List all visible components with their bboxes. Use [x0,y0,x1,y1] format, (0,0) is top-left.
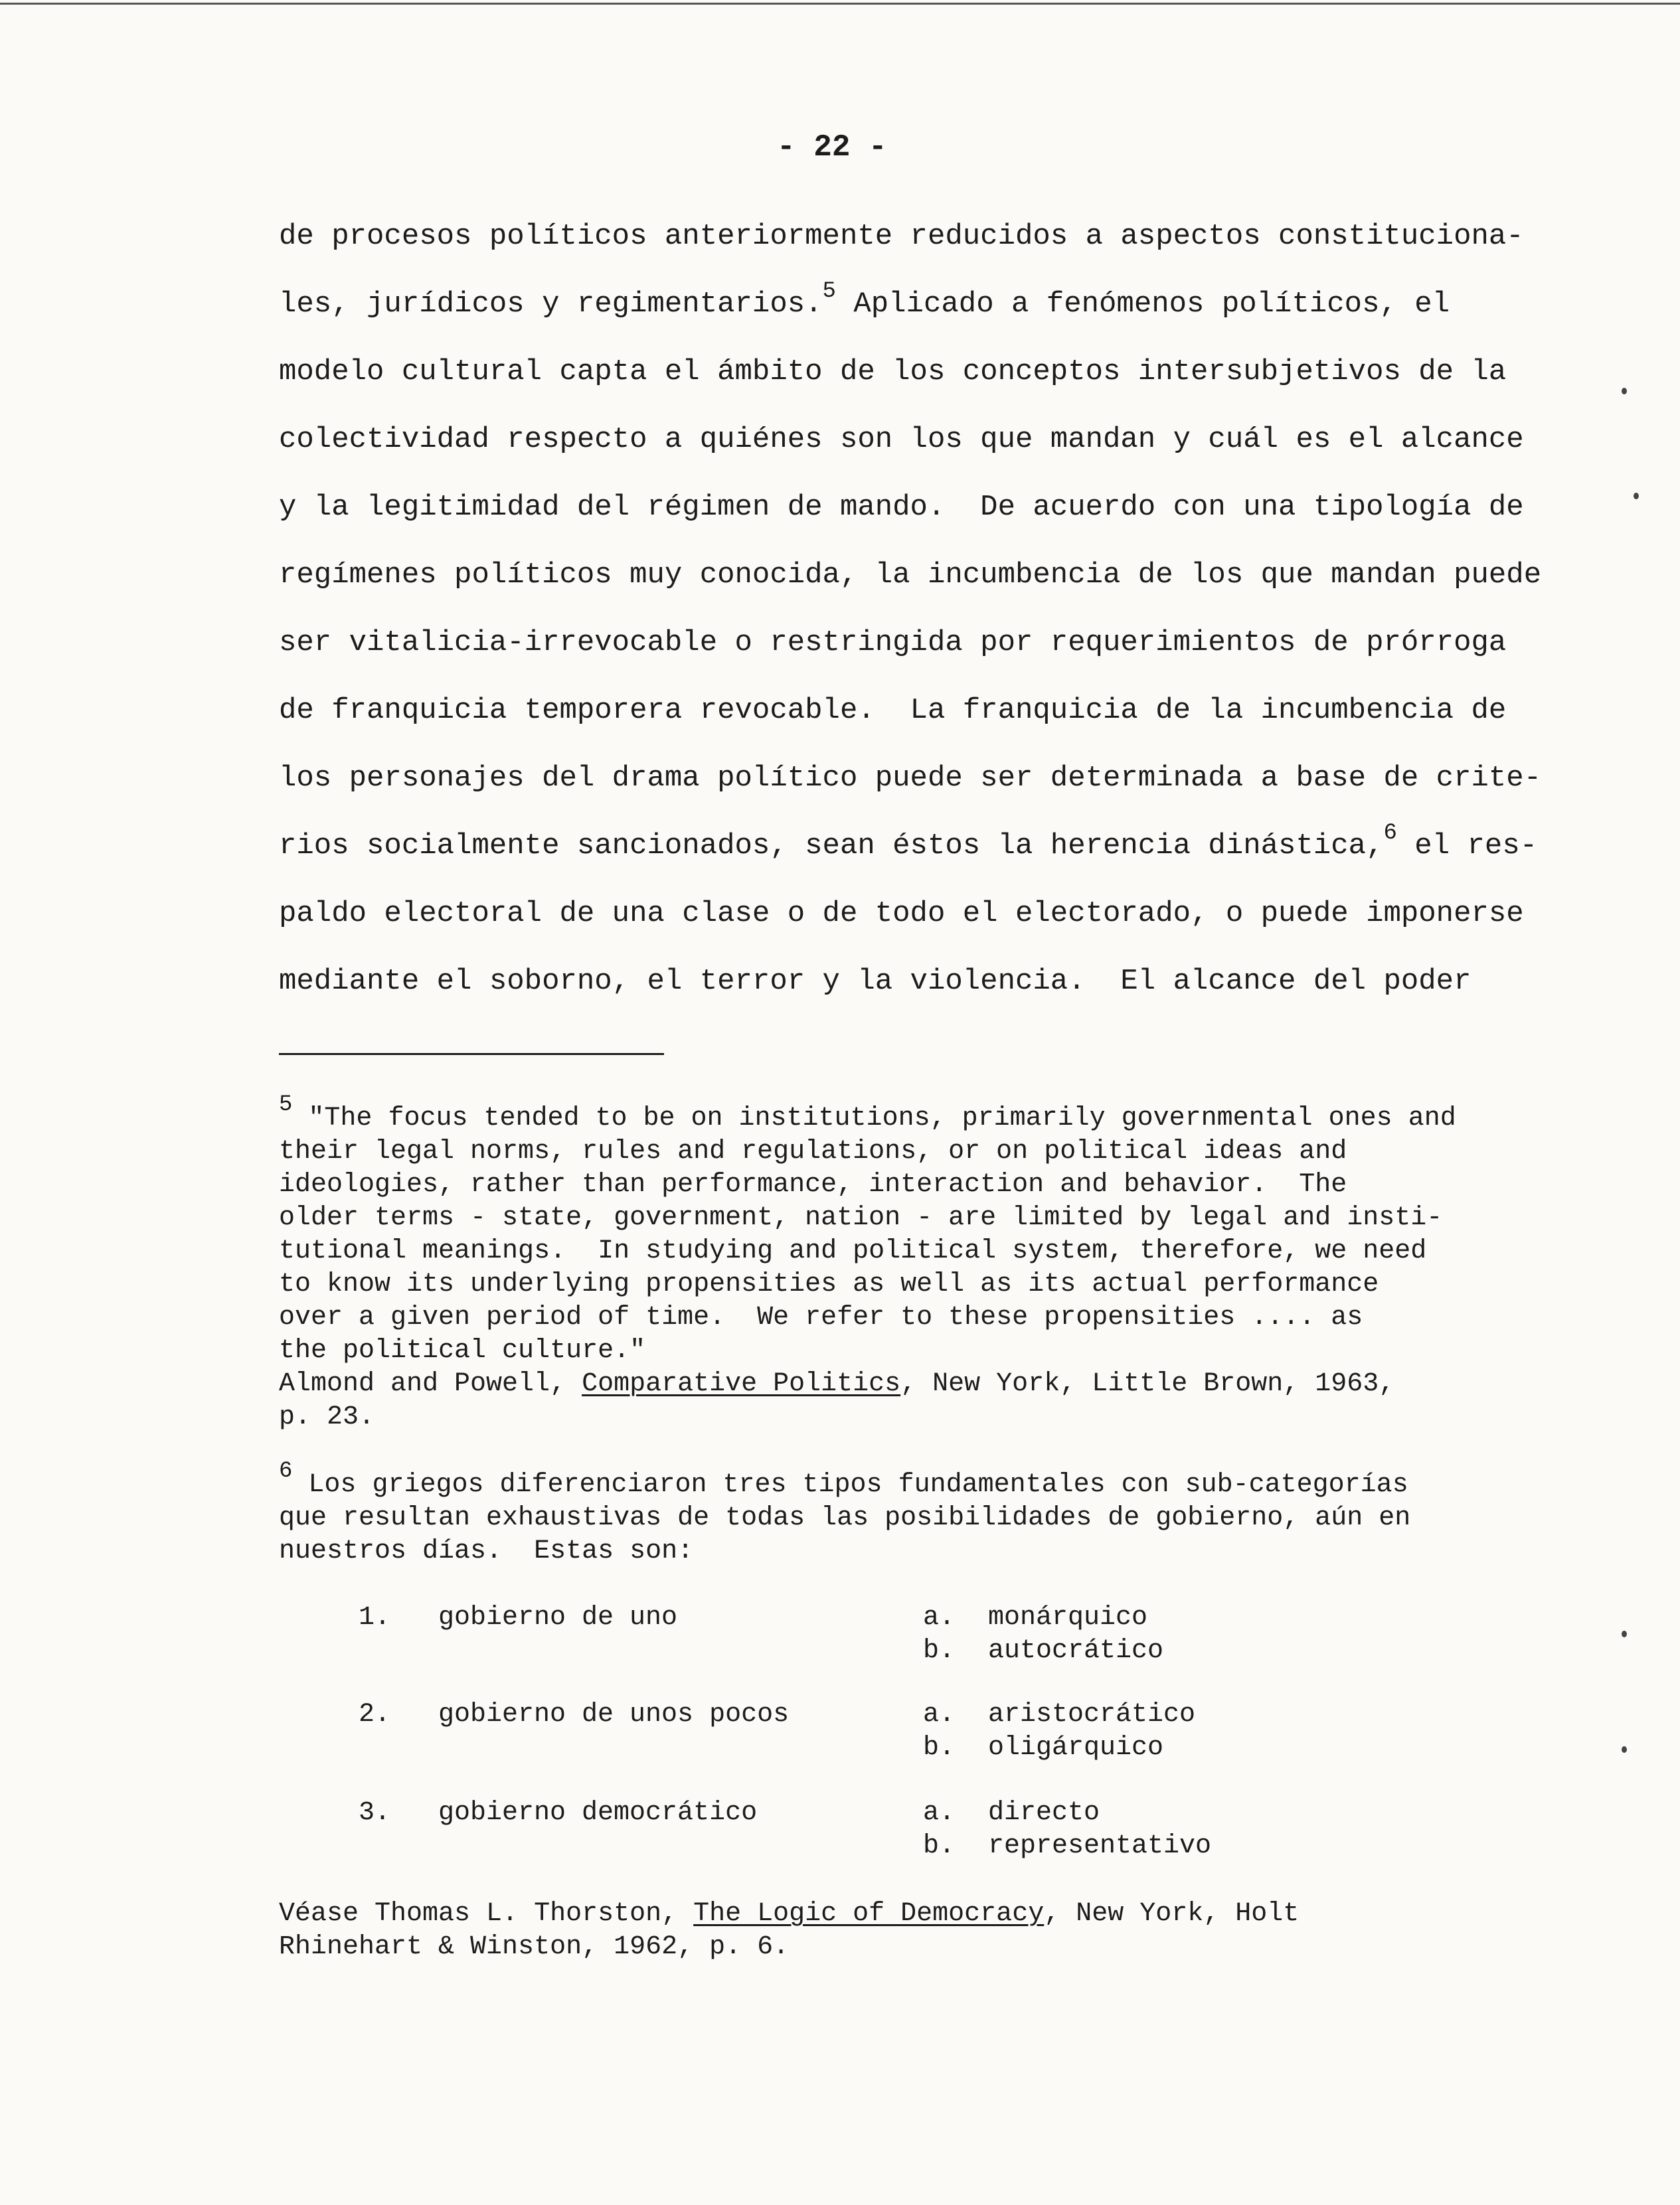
scan-speck [1622,1746,1627,1753]
footnote-5-line: older terms - state, government, nation - are limited by legal and insti- [279,1203,1443,1233]
footnote-ref-6: 6 [1383,821,1397,846]
body-line-text: rios socialmente sancionados, sean éstos la herencia dinástica, [279,829,1384,862]
body-line-text: les, jurídicos y regimentarios. [279,287,823,321]
body-line-text: Aplicado a fenómenos políticos, el [835,287,1450,321]
list-subitem-letter: a. [923,1700,956,1730]
body-line: colectividad respecto a quiénes son los que mandan y cuál es el alcance [279,423,1524,456]
footnote-6-line [279,1459,1408,1502]
body-line [279,821,1538,864]
footnote-5-citation-page: p. 23. [279,1402,375,1432]
footnote-separator [279,1053,664,1055]
list-item-number: 1. [359,1603,391,1633]
footnote-5-line: tutional meanings. In studying and political system, therefore, we need [279,1236,1427,1266]
footnote-5-line: over a given period of time. We refer to these propensities .... as [279,1303,1363,1333]
list-item-label: gobierno de unos pocos [438,1700,790,1730]
list-subitem-text: monárquico [988,1603,1148,1633]
body-line: de franquicia temporera revocable. La franquicia de la incumbencia de [279,694,1507,727]
scan-speck [1634,493,1639,499]
list-subitem-text: directo [988,1798,1100,1828]
list-item-number: 2. [359,1700,391,1730]
footnote-5-text: "The focus tended to be on institutions, primarily governmental ones and [308,1103,1456,1133]
body-line [279,279,1450,323]
citation-author: Almond and Powell, [279,1369,582,1399]
citation-title: Comparative Politics [582,1369,901,1399]
list-subitem-letter: a. [923,1798,956,1828]
list-item-number: 3. [359,1798,391,1828]
body-line: ser vitalicia-irrevocable o restringida por requerimientos de prórroga [279,626,1507,659]
footnote-5-line [279,1092,1456,1135]
footnote-5-line: to know its underlying propensities as well as its actual performance [279,1269,1379,1299]
footnote-5-citation [279,1368,1394,1401]
scan-speck [1622,388,1627,394]
list-subitem-letter: b. [923,1831,956,1861]
footnote-6-reference-line: Rhinehart & Winston, 1962, p. 6. [279,1932,790,1962]
footnote-6-line: nuestros días. Estas son: [279,1536,694,1566]
body-line: los personajes del drama político puede ser determinada a base de crite- [279,762,1542,795]
list-subitem-text: autocrático [988,1636,1164,1666]
list-item-label: gobierno democrático [438,1798,758,1828]
body-line: de procesos políticos anteriormente reducidos a aspectos constituciona- [279,220,1524,253]
list-subitem-letter: b. [923,1733,956,1763]
reference-title: The Logic of Democracy [693,1899,1045,1929]
body-line: mediante el soborno, el terror y la violencia. El alcance del poder [279,965,1471,998]
body-line: modelo cultural capta el ámbito de los conceptos intersubjetivos de la [279,355,1507,388]
citation-details: , New York, Little Brown, 1963, [900,1369,1395,1399]
reference-details: , New York, Holt [1044,1899,1300,1929]
footnote-5-line: their legal norms, rules and regulations, or on political ideas and [279,1137,1347,1167]
body-line-text: el res- [1396,829,1538,862]
list-item-label: gobierno de uno [438,1603,678,1633]
footnote-5-marker: 5 [279,1092,293,1117]
list-subitem-letter: a. [923,1603,956,1633]
scan-edge-line [0,3,1680,5]
footnote-6-text: Los griegos diferenciaron tres tipos fundamentales con sub-categorías [308,1470,1408,1500]
page-number: - 22 - [777,130,887,165]
body-line: y la legitimidad del régimen de mando. De acuerdo con una tipología de [279,491,1524,524]
body-line: regímenes políticos muy conocida, la incumbencia de los que mandan puede [279,558,1542,592]
footnote-5-line: the political culture." [279,1336,646,1366]
reference-author: Véase Thomas L. Thorston, [279,1899,694,1929]
footnote-6-line: que resultan exhaustivas de todas las posibilidades de gobierno, aún en [279,1503,1411,1533]
scan-speck [1622,1631,1627,1637]
footnote-5-line: ideologies, rather than performance, interaction and behavior. The [279,1170,1347,1200]
footnote-ref-5: 5 [822,279,836,304]
footnote-6-marker: 6 [279,1459,293,1484]
footnote-6-reference [279,1898,1299,1931]
list-subitem-text: aristocrático [988,1700,1196,1730]
list-subitem-letter: b. [923,1636,956,1666]
list-subitem-text: oligárquico [988,1733,1164,1763]
body-line: paldo electoral de una clase o de todo el electorado, o puede imponerse [279,897,1524,930]
list-subitem-text: representativo [988,1831,1212,1861]
